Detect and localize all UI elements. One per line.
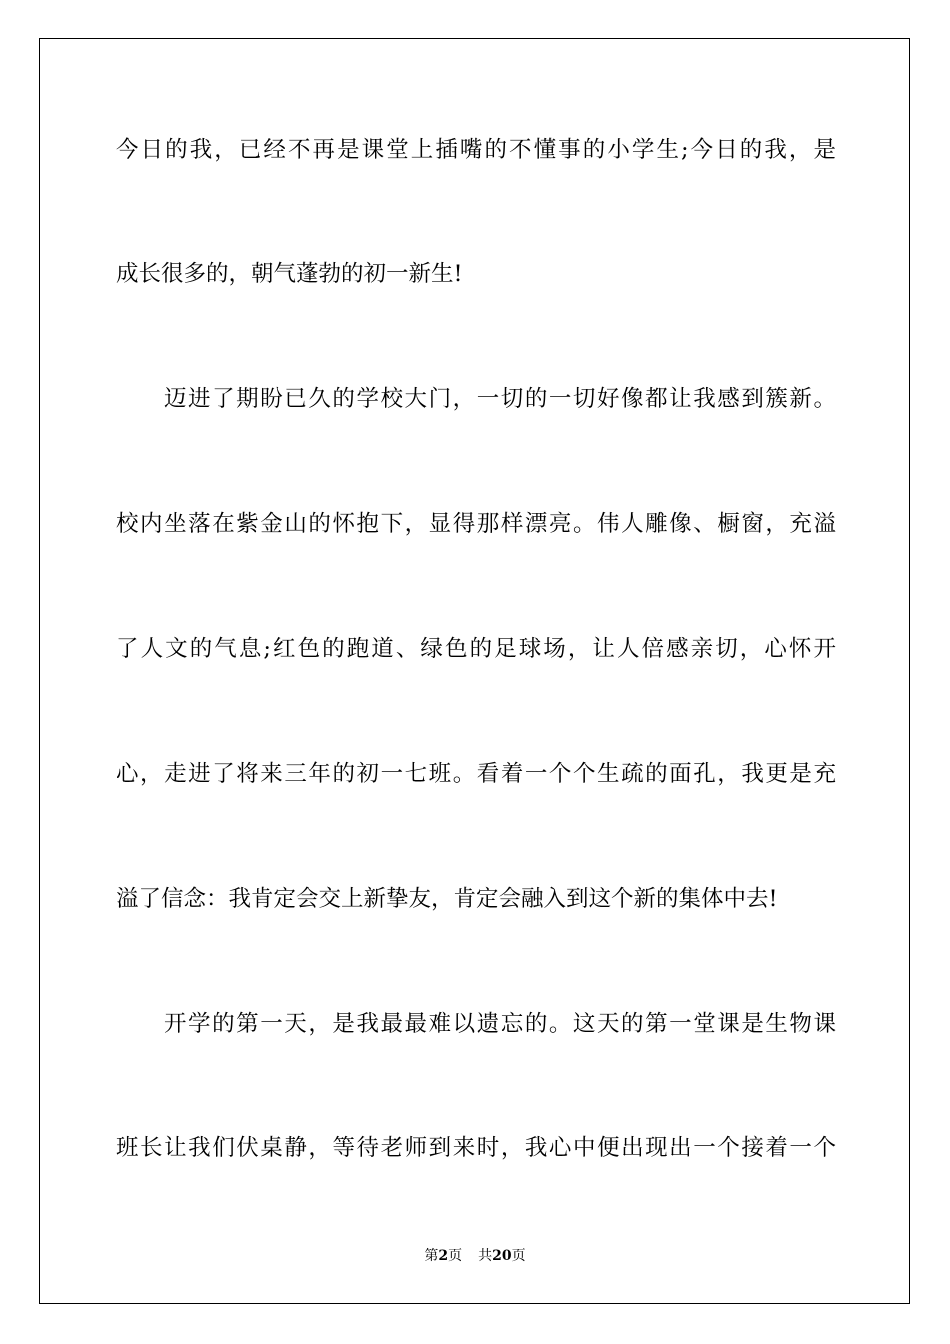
paragraph-line-1: 今日的我，已经不再是课堂上插嘴的不懂事的小学生;今日的我，是 [116,137,836,163]
page-border [39,38,910,1304]
paragraph-line-4: 校内坐落在紫金山的怀抱下，显得那样漂亮。伟人雕像、橱窗，充溢 [116,511,836,537]
paragraph-line-6: 心，走进了将来三年的初一七班。看着一个个生疏的面孔，我更是充 [116,761,836,787]
total-suffix: 页 [511,1248,526,1264]
paragraph-line-7: 溢了信念：我肯定会交上新挚友，肯定会融入到这个新的集体中去! [116,886,778,912]
total-pages: 20 [492,1248,512,1264]
total-prefix: 共 [478,1248,493,1264]
page-footer [0,1246,950,1266]
paragraph-line-3: 迈进了期盼已久的学校大门，一切的一切好像都让我感到簇新。 [164,386,836,412]
paragraph-line-2: 成长很多的，朝气蓬勃的初一新生! [116,261,463,287]
paragraph-line-9: 班长让我们伏桌静，等待老师到来时，我心中便出现出一个接着一个 [116,1135,836,1161]
page-number: 2 [438,1248,449,1264]
paragraph-line-5: 了人文的气息;红色的跑道、绿色的足球场，让人倍感亲切，心怀开 [116,636,836,662]
page-prefix: 第 [424,1248,439,1264]
page-suffix: 页 [448,1248,463,1264]
paragraph-line-8: 开学的第一天，是我最最难以遗忘的。这天的第一堂课是生物课 [164,1011,836,1037]
